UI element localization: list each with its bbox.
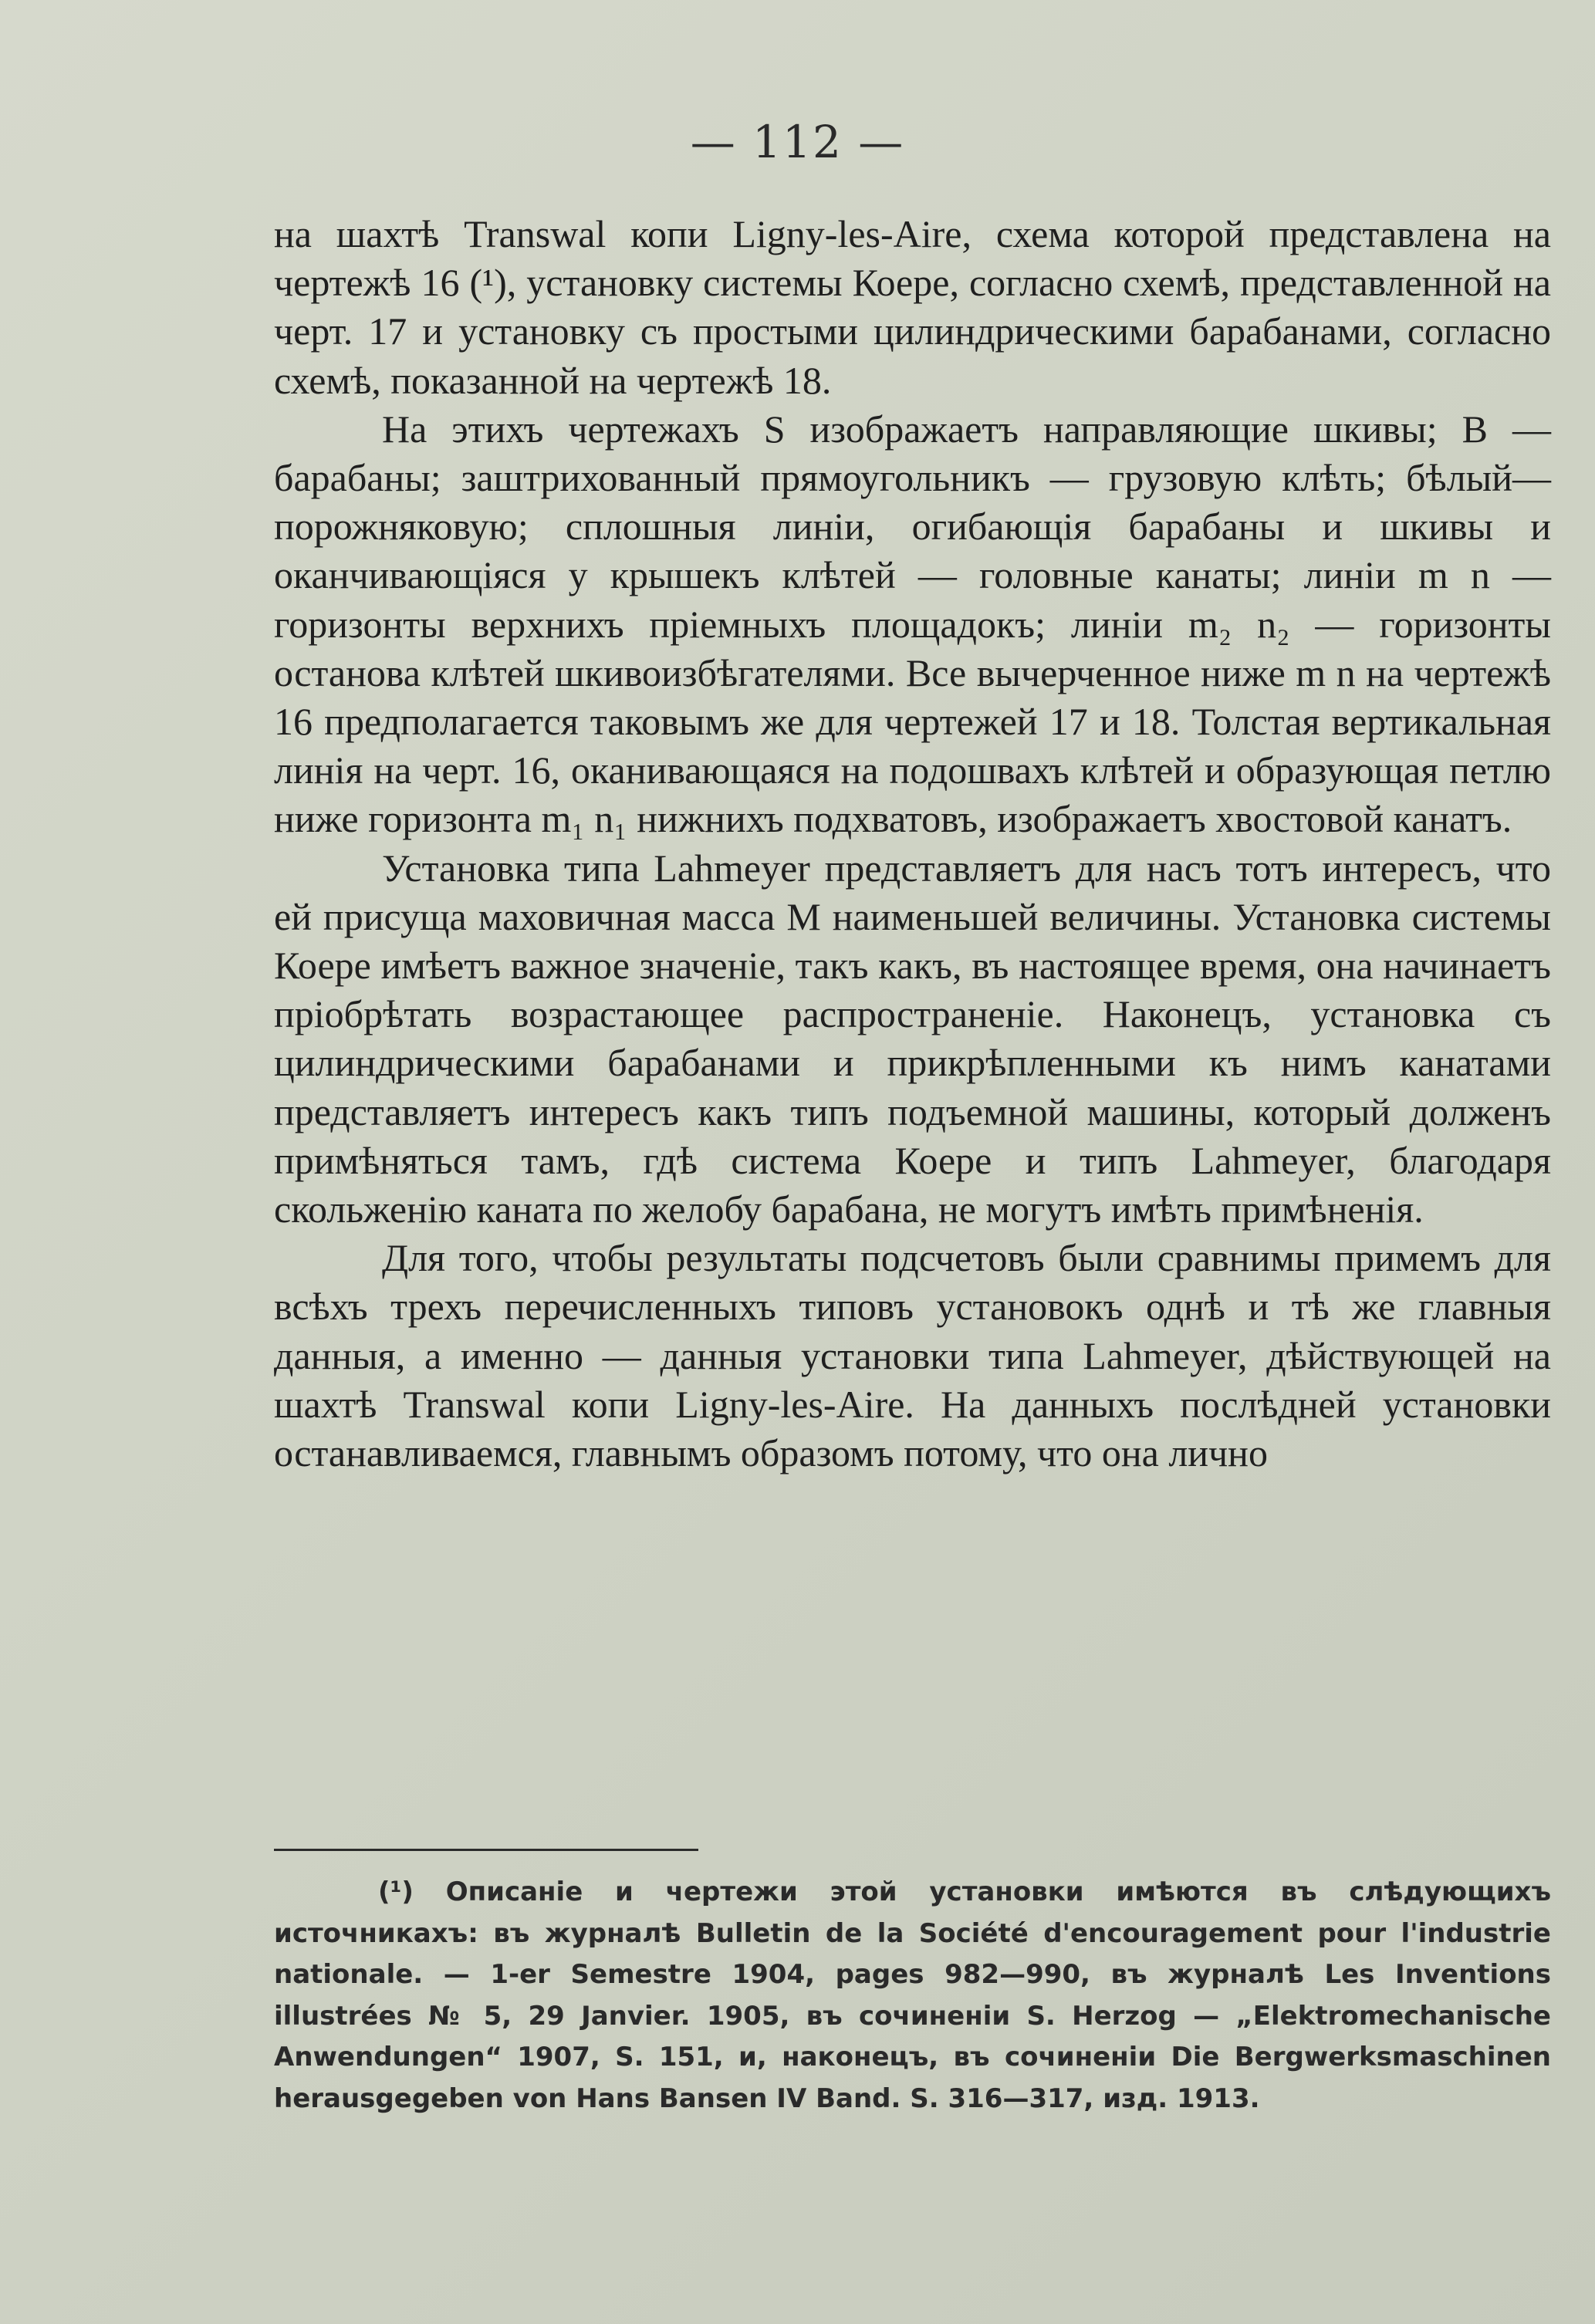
paragraph-4: Для того, чтобы результаты подсчетовъ были сравнимы примемъ для всѣхъ трехъ перечисленныхъ типовъ установокъ однѣ и тѣ же главныя данныя, а именно — данныя установки типа Lahmeyer, дѣйствующей на шахтѣ Transwal копи Ligny-les-Aire. На данныхъ послѣдней установки останавливаемся, главнымъ образомъ потому, что она лично	[274, 1236, 1551, 1475]
footnote	[274, 1872, 1551, 2120]
body-text	[274, 210, 1551, 1478]
footnote-text: (¹) Описаніе и чертежи этой установки имѣются въ слѣдующихъ источникахъ: въ журналѣ Bulletin de la Société d'encouragement pour l'industrie nationale. — 1-er Semestre 1904, pages 982—990, въ журналѣ Les Inventions illustrées № 5, 29 Janvier. 1905, въ сочиненіи S. Herzog — „Elektromechanische Anwendungen“ 1907, S. 151, и, наконецъ, въ сочиненіи Die Bergwerksmaschinen herausgegeben von Hans Bansen IV Band. S. 316—317, изд. 1913.	[274, 1876, 1551, 2114]
paragraph-1: на шахтѣ Transwal копи Ligny-les-Aire, схема которой представлена на чертежѣ 16 (¹), установку системы Коере, согласно схемѣ, представленной на черт. 17 и установку съ простыми цилиндрическими барабанами, согласно схемѣ, показанной на чертежѣ 18.	[274, 212, 1551, 402]
page-number: — 112 —	[690, 116, 905, 168]
footnote-separator-rule	[274, 1849, 698, 1851]
paragraph-2: На этихъ чертежахъ S изображаетъ направляющие шкивы; B — барабаны; заштрихованный прямоугольникъ — грузовую клѣть; бѣлый—порожняковую; сплошныя линіи, огибающія барабаны и шкивы и оканчивающіяся у крышекъ клѣтей — головные канаты; линіи m n — горизонты верхнихъ пріемныхъ площадокъ; линіи m₂ n₂ — горизонты останова клѣтей шкивоизбѣгателями. Все вычерченное ниже m n на чертежѣ 16 предполагается таковымъ же для чертежей 17 и 18. Толстая вертикальная линія на черт. 16, оканивающаяся на подошвахъ клѣтей и образующая петлю ниже горизонта m₁ n₁ нижнихъ подхватовъ, изображаетъ хвостовой канатъ.	[274, 407, 1551, 841]
paragraph-3: Установка типа Lahmeyer представляетъ для насъ тотъ интересъ, что ей присуща маховичная масса M наименьшей величины. Установка системы Коере имѣетъ важное значеніе, такъ какъ, въ настоящее время, она начинаетъ пріобрѣтать возрастающее распространеніе. Наконецъ, установка съ цилиндрическими барабанами и прикрѣпленными къ нимъ канатами представляетъ интересъ какъ типъ подъемной машины, который долженъ примѣняться тамъ, гдѣ система Коере и типъ Lahmeyer, благодаря скольженію каната по желобу барабана, не могутъ имѣть примѣненія.	[274, 846, 1551, 1231]
